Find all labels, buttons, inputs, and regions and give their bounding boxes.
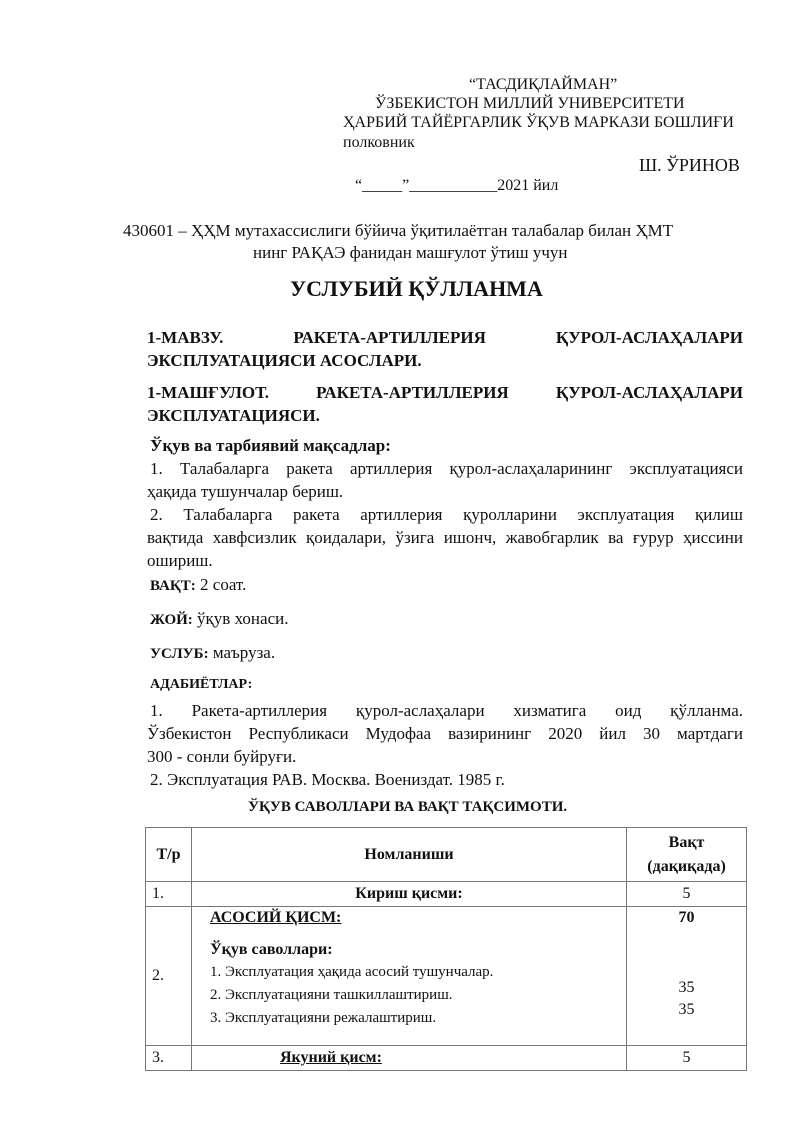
lesson-heading — [147, 381, 743, 427]
approval-title: “ТАСДИҚЛАЙМАН” — [469, 76, 618, 93]
approval-signatory: Ш. ЎРИНОВ — [639, 155, 740, 175]
approval-date: “_____”___________2021 йил — [355, 177, 559, 194]
topic-line1 — [147, 326, 743, 349]
col-time-header — [627, 828, 747, 882]
row2-question-3: 3. Эксплуатацияни режалаштириш. — [209, 1010, 437, 1026]
topic-word2: РАКЕТА-АРТИЛЛЕРИЯ — [293, 328, 486, 347]
row2-time-cell — [627, 907, 747, 1046]
table-row — [146, 1046, 747, 1071]
goal-2-line1: 2. Талабаларга ракета артиллерия қуролларини эксплуатация қилиш — [150, 505, 743, 524]
row2-question-2-time: 35 — [678, 979, 695, 996]
topic-word3: ҚУРОЛ-АСЛАҲАЛАРИ — [555, 328, 743, 347]
col-name-header: Номланиши — [191, 828, 626, 882]
row2-name: АСОСИЙ ҚИСМ: — [209, 909, 342, 926]
row1-num: 1. — [146, 882, 192, 907]
row2-content — [191, 907, 626, 1046]
approval-line2: ҲАРБИЙ ТАЙЁРГАРЛИК ЎҚУВ МАРКАЗИ БОШЛИҒИ — [343, 114, 734, 131]
place-label: ЖОЙ: — [150, 612, 193, 628]
schedule-table — [145, 827, 747, 1071]
row2-num: 2. — [146, 907, 192, 1046]
table-header-row — [146, 828, 747, 882]
row3-name: Якуний қисм: — [191, 1046, 626, 1071]
row2-time: 70 — [678, 909, 695, 926]
literature-2: 2. Эксплуатация РАВ. Москва. Воениздат. 1985 г. — [150, 770, 505, 789]
goal-1-line2: ҳақида тушунчалар бериш. — [147, 482, 344, 501]
literature-1-line1: 1. Ракета-артиллерия қурол-аслаҳалари хизматига оид қўлланма. — [150, 701, 743, 720]
schedule-heading: ЎҚУВ САВОЛЛАРИ ВА ВАҚТ ТАҚСИМОТИ. — [248, 799, 568, 815]
table-row — [146, 907, 747, 1046]
method-label: УСЛУБ: — [150, 646, 209, 662]
place-field — [150, 609, 288, 629]
time-value: 2 соат. — [195, 575, 247, 594]
goal-1-line1: 1. Талабаларга ракета артиллерия қурол-аслаҳаларининг эксплуатацияси — [150, 459, 743, 478]
lesson-line2: ЭКСПЛУАТАЦИЯСИ. — [147, 406, 320, 425]
goals-list — [147, 457, 743, 572]
row2-question-1: 1. Эксплуатация ҳақида асосий тушунчалар. — [209, 964, 494, 980]
col-num-header: Т/р — [146, 828, 192, 882]
time-field — [150, 575, 246, 595]
row3-time: 5 — [627, 1046, 747, 1071]
row1-time: 5 — [627, 882, 747, 907]
goal-2-line3: ошириш. — [147, 551, 213, 570]
literature-heading: АДАБИЁТЛАР: — [150, 677, 253, 692]
topic-line2: ЭКСПЛУАТАЦИЯСИ АСОСЛАРИ. — [147, 351, 422, 370]
intro-line2: нинг РАҚАЭ фанидан машғулот ўтиш учун — [253, 243, 568, 262]
intro-line1: 430601 – ҲҲМ мутахассислиги бўйича ўқитилаётган талабалар билан ҲМТ — [123, 221, 674, 240]
document-title: УСЛУБИЙ ҚЎЛЛАНМА — [290, 276, 543, 301]
row2-sub-heading: Ўқув саволлари: — [209, 941, 333, 958]
literature-1-line3: 300 - сонли буйруғи. — [147, 747, 297, 766]
place-value: ўқув хонаси. — [192, 609, 289, 628]
lesson-word3: ҚУРОЛ-АСЛАҲАЛАРИ — [555, 383, 743, 402]
literature-1-line2: Ўзбекистон Республикаси Мудофаа вазирининг 2020 йил 30 мартдаги — [147, 724, 743, 743]
approval-rank: полковник — [343, 134, 415, 151]
lesson-line1 — [147, 381, 743, 404]
method-value: маъруза. — [208, 643, 276, 662]
goal-2-line2: вақтида хавфсизлик қоидалари, ўзига ишонч, жавобгарлик ва ғурур ҳиссини — [147, 528, 743, 547]
time-label: ВАҚТ: — [150, 578, 196, 594]
table-row — [146, 882, 747, 907]
goals-heading: Ўқув ва тарбиявий мақсадлар: — [150, 436, 391, 455]
lesson-word1: 1-МАШҒУЛОТ. — [147, 383, 269, 402]
literature-list — [147, 699, 743, 791]
row2-question-3-time: 35 — [678, 1001, 695, 1018]
method-field — [150, 643, 275, 663]
topic-word1: 1-МАВЗУ. — [147, 328, 224, 347]
row1-name: Кириш қисми: — [191, 882, 626, 907]
col-time-header-line2: (дақиқада) — [647, 857, 726, 875]
col-time-header-line1: Вақт — [668, 833, 705, 851]
topic-heading — [147, 326, 743, 372]
row2-question-2: 2. Эксплуатацияни ташкиллаштириш. — [209, 987, 453, 1003]
lesson-word2: РАКЕТА-АРТИЛЛЕРИЯ — [316, 383, 509, 402]
row3-num: 3. — [146, 1046, 192, 1071]
approval-line1: ЎЗБЕКИСТОН МИЛЛИЙ УНИВЕРСИТЕТИ — [375, 95, 685, 112]
